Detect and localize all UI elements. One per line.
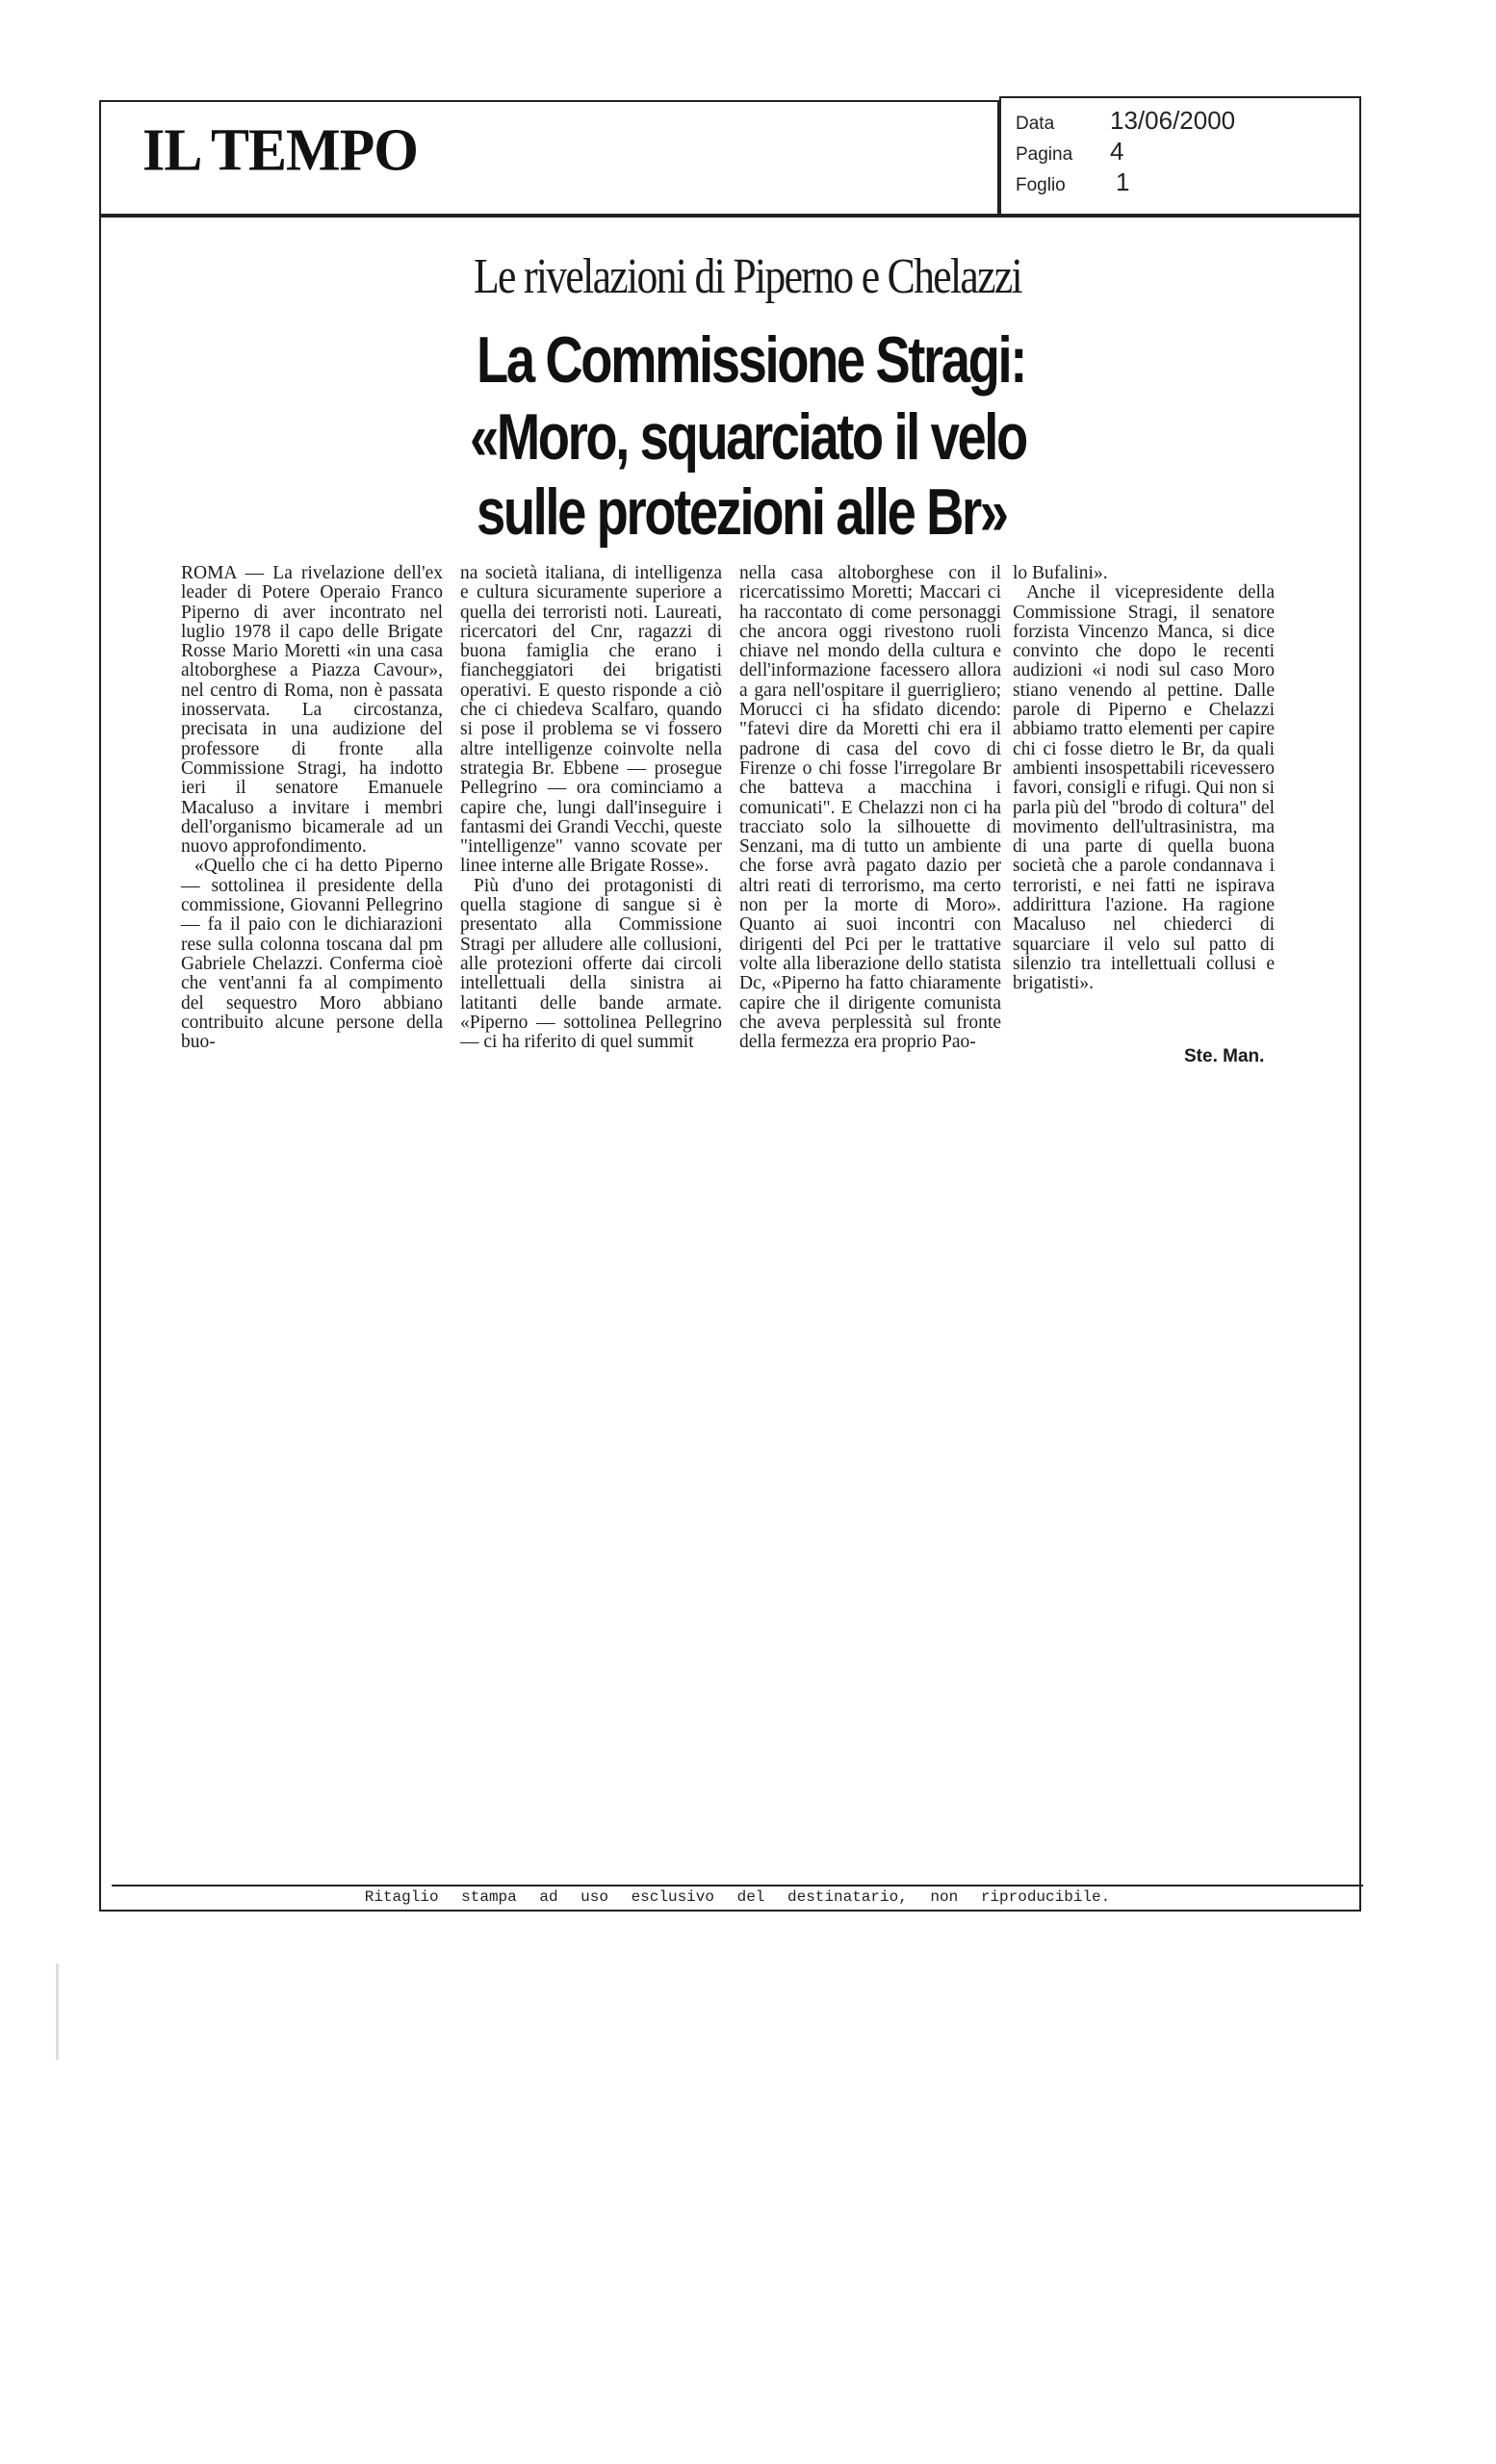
paragraph: lo Bufalini».	[1013, 563, 1108, 583]
article-column-2	[460, 564, 722, 1052]
paragraph: Più d'uno dei protagonisti di quella stagione di sangue si è presentato alla Commissione Stragi per alludere alle collusioni, alle protezioni offerte dai circoli intellettuali della sinistra ai latitanti delle bande armate. «Piperno — sottolinea Pellegrino — ci ha riferito di quel summit	[460, 875, 722, 1053]
article-kicker: Le rivelazioni di Piperno e Chelazzi	[474, 249, 1022, 304]
paragraph: na società italiana, di intelligenza e cultura sicuramente superiore a quella dei terroristi noti. Laureati, ricercatori del Cnr, ragazzi di buona famiglia che erano i fiancheggiatori dei brigatisti operativi. E questo risponde a ciò che ci chiedeva Scalfaro, quando si pose il problema se vi fossero altre intelligenze coinvolte nella strategia Br. Ebbene — prosegue Pellegrino — ora cominciamo a capire che, lungi dall'inseguire i fantasmi dei Grandi Vecchi, queste "intelligenze" vanno scovate per linee interne alle Brigate Rosse».	[460, 563, 723, 877]
meta-date-value: 13/06/2000	[1110, 106, 1236, 135]
headline-line-1: La Commissione Stragi:	[477, 323, 1025, 397]
footer-divider	[112, 1885, 1363, 1886]
article-column-4	[1013, 564, 1275, 994]
newspaper-logo: IL TEMPO	[142, 116, 418, 184]
footer-disclaimer: Ritaglio stampa ad uso esclusivo del destinatario, non riproducibile.	[364, 1888, 1111, 1906]
meta-page-value: 4	[1110, 137, 1124, 166]
meta-sheet-row	[1016, 167, 1129, 197]
paragraph: Anche il vicepresidente della Commissione Stragi, il senatore forzista Vincenzo Manca, si dice convinto che dopo le recenti audizioni «i nodi sul caso Moro stiano venendo al pettine. Dalle parole di Piperno e Chelazzi abbiamo tratto elementi per capire chi ci fosse dietro le Br, da quali ambienti insospettabili ricevessero favori, consigli e rifugi. Qui non si parla più del "brodo di coltura" del movimento dell'ultrasinistra, ma di una parte di quella buona società che a parole condannava i terroristi, e nei fatti ne ispirava addirittura l'azione. Ha ragione Macaluso nel chiederci di squarciare il velo sul patto di silenzio tra intellettuali collusi e brigatisti».	[1013, 582, 1275, 994]
meta-date-row	[1016, 106, 1235, 136]
headline-line-3: sulle protezioni alle Br»	[477, 475, 1007, 549]
scan-edge-mark	[56, 1964, 59, 2060]
article-column-1	[181, 564, 443, 1052]
byline: Ste. Man.	[1184, 1046, 1265, 1066]
meta-sheet-label: Foglio	[1016, 175, 1066, 195]
article-column-3	[739, 564, 1001, 1052]
meta-page-label: Pagina	[1016, 144, 1073, 165]
meta-page-row	[1016, 137, 1123, 167]
paragraph: ROMA — La rivelazione dell'ex leader di Potere Operaio Franco Piperno di aver incontrato nel luglio 1978 il capo delle Brigate Rosse Mario Moretti «in una casa altoborghese a Piazza Cavour», nel centro di Roma, non è passata inosservata. La circostanza, precisata in una audizione del professore di fronte alla Commissione Stragi, ha indotto ieri il senatore Emanuele Macaluso a invitare i membri dell'organismo bicamerale ad un nuovo approfondimento.	[181, 563, 443, 858]
meta-date-label: Data	[1016, 114, 1055, 134]
headline-line-2: «Moro, squarciato il velo	[470, 400, 1026, 474]
paragraph: nella casa altoborghese con il ricercatissimo Moretti; Maccari ci ha raccontato di come personaggi che ancora oggi rivestono ruoli chiave nel mondo della cultura e dell'informazione facessero allora a gara nell'ospitare il guerrigliero; Morucci ci ha sfidato dicendo: "fatevi dire da Moretti chi era il padrone di casa del covo di Firenze o chi fosse l'irregolare Br che batteva a macchina i comunicati". E Chelazzi non ci ha tracciato solo la silhouette di Senzani, ma di tutto un ambiente che forse avrà pagato dazio per altri reati di terrorismo, ma certo non per la morte di Moro». Quanto ai suoi incontri con dirigenti del Pci per le trattative volte alla liberazione dello statista Dc, «Piperno ha fatto chiaramente capire che il dirigente comunista che aveva perplessità sul fronte della fermezza era proprio Pao-	[739, 563, 1001, 1053]
paragraph: «Quello che ci ha detto Piperno — sottolinea il presidente della commissione, Giovanni Pellegrino — fa il paio con le dichiarazioni rese sulla colonna toscana dal pm Gabriele Chelazzi. Conferma cioè che vent'anni fa al compimento del sequestro Moro abbiano contribuito alcune persone della buo-	[181, 856, 443, 1053]
meta-sheet-value: 1	[1116, 167, 1130, 196]
